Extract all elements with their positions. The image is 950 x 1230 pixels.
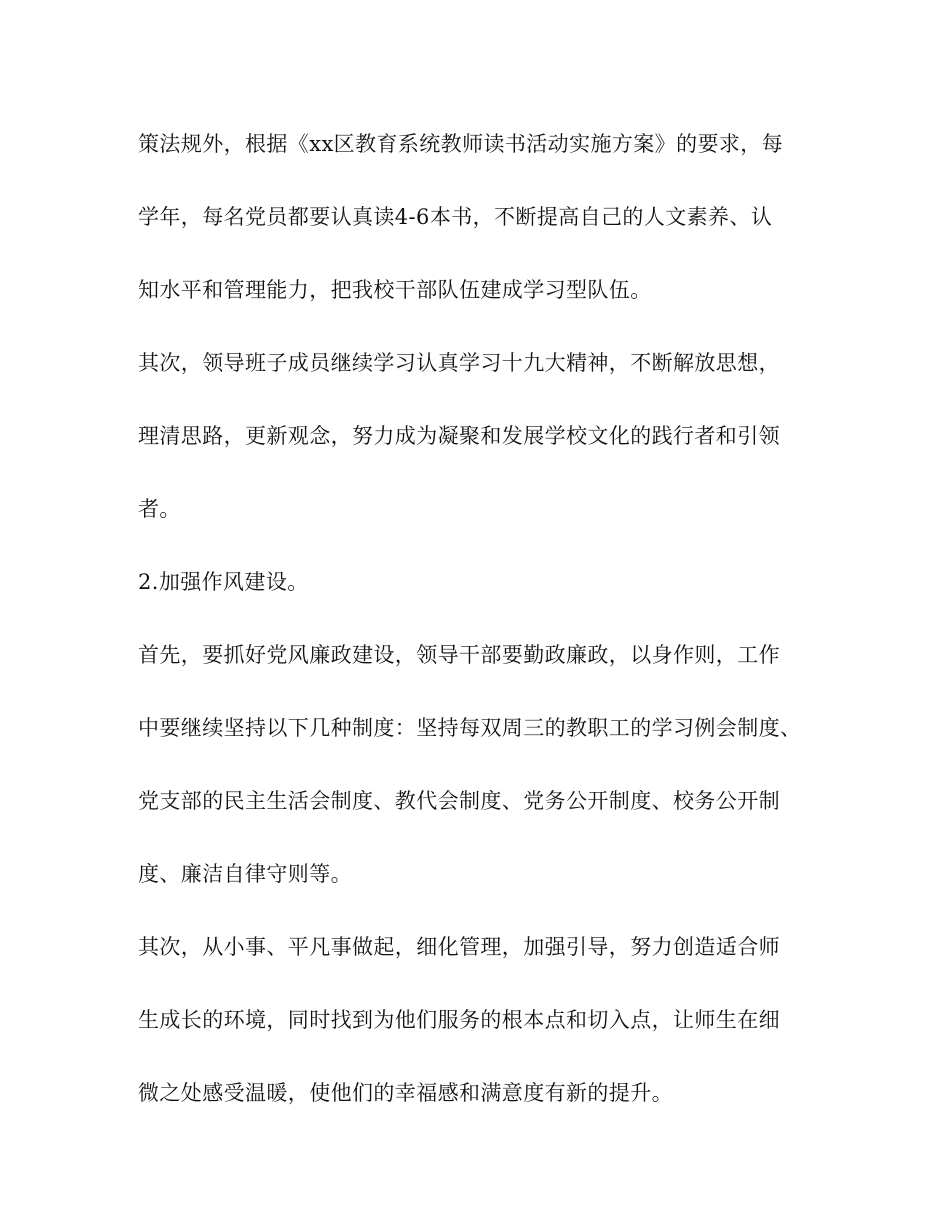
text-line: 其次，从小事、平凡事做起，细化管理，加强引导，努力创造适合师 [138, 935, 780, 959]
text-line: 度、廉洁自律守则等。 [138, 862, 352, 886]
text-line: 首先，要抓好党风廉政建设，领导干部要勤政廉政，以身作则，工作 [138, 643, 780, 667]
text-line: 生成长的环境，同时找到为他们服务的根本点和切入点，让师生在细 [138, 1008, 780, 1032]
text-line: 中要继续坚持以下几种制度：坚持每双周三的教职工的学习例会制度、 [138, 716, 802, 740]
text-line: 党支部的民主生活会制度、教代会制度、党务公开制度、校务公开制 [138, 789, 780, 813]
text-line: 微之处感受温暖，使他们的幸福感和满意度有新的提升。 [138, 1081, 673, 1105]
text-line: 理清思路，更新观念，努力成为凝聚和发展学校文化的践行者和引领 [138, 424, 780, 448]
text-line: 学年，每名党员都要认真读4-6本书，不断提高自己的人文素养、认 [138, 205, 773, 229]
text-line: 知水平和管理能力，把我校干部队伍建成学习型队伍。 [138, 278, 652, 302]
text-line: 策法规外，根据《xx区教育系统教师读书活动实施方案》的要求，每 [138, 132, 784, 156]
section-heading: 2.加强作风建设。 [138, 570, 309, 594]
text-line: 者。 [138, 497, 181, 521]
text-line: 其次，领导班子成员继续学习认真学习十九大精神，不断解放思想， [138, 351, 780, 375]
